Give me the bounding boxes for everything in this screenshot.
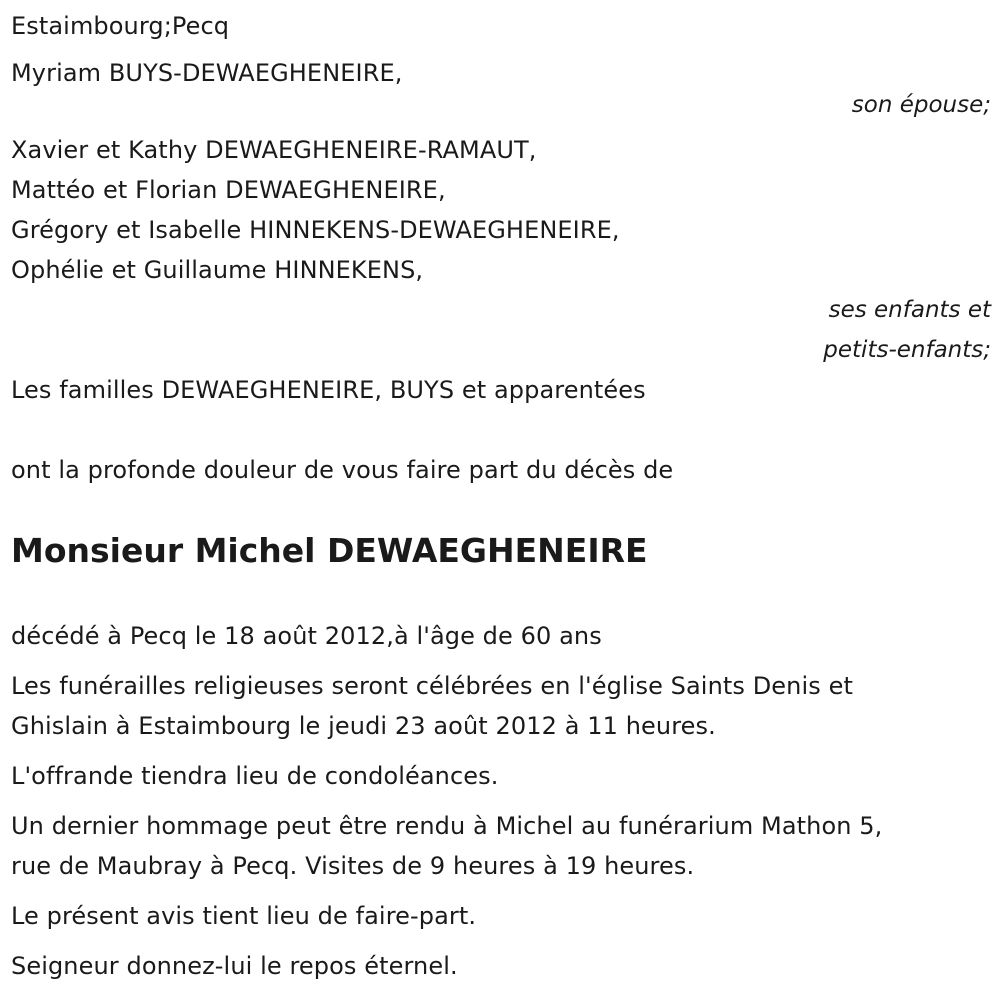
spacer (11, 410, 991, 450)
spouse-relation: son épouse; (851, 92, 991, 118)
spacer (11, 656, 991, 666)
spacer (11, 886, 991, 896)
prayer-line: Seigneur donnez-lui le repos éternel. (11, 952, 458, 980)
families-line: Les familles DEWAEGHENEIRE, BUYS et apparentées (11, 376, 646, 404)
spacer (11, 936, 991, 946)
child-name: Grégory et Isabelle HINNEKENS-DEWAEGHENEIRE, (11, 216, 620, 244)
location-line: Estaimbourg;Pecq (11, 12, 230, 40)
death-notice (11, 0, 991, 986)
funeral-line2: Ghislain à Estaimbourg le jeudi 23 août 2012 à 11 heures. (11, 712, 716, 740)
child-name: Ophélie et Guillaume HINNEKENS, (11, 256, 424, 284)
funeral-line1: Les funérailles religieuses seront célébrées en l'église Saints Denis et (11, 672, 853, 700)
tribute-line2: rue de Maubray à Pecq. Visites de 9 heures à 19 heures. (11, 852, 695, 880)
announcement-line: ont la profonde douleur de vous faire part du décès de (11, 456, 674, 484)
spacer (11, 46, 991, 56)
spacer (11, 120, 991, 130)
spouse-name: Myriam BUYS-DEWAEGHENEIRE, (11, 59, 403, 87)
death-details: décédé à Pecq le 18 août 2012,à l'âge de 60 ans (11, 622, 602, 650)
children-relation-line2: petits-enfants; (823, 337, 991, 363)
children-block (11, 130, 991, 370)
child-name: Xavier et Kathy DEWAEGHENEIRE-RAMAUT, (11, 136, 537, 164)
notice-line: Le présent avis tient lieu de faire-part. (11, 902, 477, 930)
spacer (11, 796, 991, 806)
deceased-name: Monsieur Michel DEWAEGHENEIRE (11, 531, 648, 570)
child-name: Mattéo et Florian DEWAEGHENEIRE, (11, 176, 446, 204)
tribute-line1: Un dernier hommage peut être rendu à Michel au funérarium Mathon 5, (11, 812, 883, 840)
offering-line: L'offrande tiendra lieu de condoléances. (11, 762, 499, 790)
children-relation-line1: ses enfants et (828, 297, 991, 323)
spouse-block (11, 56, 991, 120)
spacer (11, 746, 991, 756)
details-block (11, 616, 991, 986)
